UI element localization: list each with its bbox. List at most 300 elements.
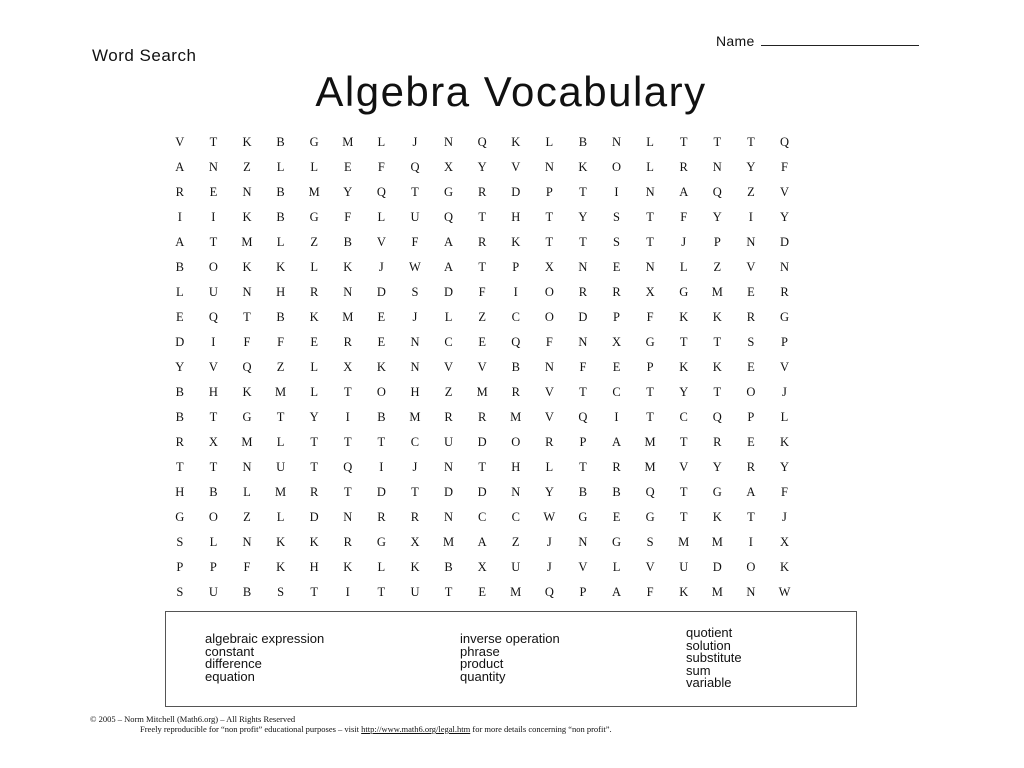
grid-letter: R [780, 285, 789, 299]
grid-letter: D [376, 485, 386, 499]
grid-letter: K [779, 435, 789, 449]
grid-letter: A [477, 535, 487, 549]
grid-letter: U [444, 435, 454, 449]
grid-letter: B [276, 185, 285, 199]
grid-letter: F [243, 560, 251, 574]
grid-letter: L [780, 410, 789, 424]
grid-letter: D [175, 335, 185, 349]
grid-letter: T [343, 485, 352, 499]
grid-letter: O [511, 435, 521, 449]
grid-letter: N [712, 160, 722, 174]
grid-letter: N [645, 185, 655, 199]
grid-letter: T [377, 435, 386, 449]
grid-letter: E [747, 285, 755, 299]
grid-letter: B [276, 310, 285, 324]
grid-letter: M [711, 585, 723, 599]
grid-letter: A [746, 485, 756, 499]
grid-letter: B [175, 260, 184, 274]
grid-letter: Q [444, 210, 454, 224]
grid-letter: E [343, 160, 352, 174]
grid-letter: K [679, 585, 689, 599]
grid-letter: O [746, 385, 756, 399]
grid-letter: E [377, 310, 386, 324]
grid-letter: B [175, 410, 184, 424]
grid-letter: T [209, 460, 218, 474]
grid-letter: V [746, 260, 756, 274]
grid-letter: B [209, 485, 218, 499]
grid-letter: W [543, 510, 556, 524]
grid-letter: M [711, 535, 723, 549]
grid-letter: Q [578, 410, 588, 424]
grid-letter: K [578, 160, 588, 174]
grid-letter: S [176, 535, 184, 549]
grid-letter: K [276, 535, 286, 549]
grid-letter: Z [310, 235, 318, 249]
grid-letter: T [545, 210, 554, 224]
grid-letter: M [510, 410, 522, 424]
grid-letter: Y [544, 485, 554, 499]
grid-letter: Y [712, 210, 722, 224]
grid-letter: M [342, 310, 354, 324]
grid-letter: G [645, 335, 655, 349]
grid-letter: G [779, 310, 789, 324]
grid-letter: P [613, 310, 620, 324]
grid-letter: N [444, 135, 454, 149]
grid-letter: N [242, 285, 252, 299]
grid-letter: L [545, 135, 554, 149]
grid-letter: R [612, 460, 621, 474]
grid-letter: O [376, 385, 386, 399]
grid-letter: T [679, 435, 688, 449]
grid-letter: L [612, 560, 621, 574]
grid-letter: T [478, 210, 486, 224]
grid-letter: M [644, 460, 656, 474]
grid-letter: T [209, 235, 218, 249]
grid-letter: L [276, 235, 285, 249]
grid-letter: J [782, 510, 787, 524]
grid-letter: S [747, 335, 755, 349]
grid-letter: H [309, 560, 319, 574]
grid-letter: H [208, 385, 218, 399]
grid-letter: G [175, 510, 185, 524]
grid-letter: I [748, 535, 753, 549]
grid-letter: N [444, 460, 454, 474]
grid-letter: B [276, 210, 285, 224]
grid-letter: F [344, 210, 352, 224]
grid-letter: L [175, 285, 184, 299]
grid-letter: T [444, 585, 453, 599]
grid-letter: X [779, 535, 789, 549]
grid-letter: S [613, 210, 620, 224]
grid-letter: P [747, 410, 755, 424]
grid-letter: N [578, 260, 588, 274]
grid-letter: F [377, 160, 385, 174]
grid-letter: P [176, 560, 184, 574]
grid-letter: M [510, 585, 522, 599]
grid-letter: A [175, 235, 185, 249]
legal-link[interactable]: http://www.math6.org/legal.htm [361, 724, 471, 734]
grid-letter: P [579, 585, 587, 599]
grid-letter: N [208, 160, 218, 174]
grid-letter: N [612, 135, 622, 149]
grid-letter: T [411, 185, 419, 199]
grid-letter: K [242, 135, 252, 149]
grid-letter: C [511, 310, 520, 324]
grid-letter: F [646, 310, 654, 324]
grid-letter: M [476, 385, 488, 399]
word-list-item: inverse operation [460, 631, 560, 646]
grid-letter: I [513, 285, 518, 299]
grid-letter: N [779, 260, 789, 274]
grid-letter: I [345, 410, 350, 424]
grid-letter: H [410, 385, 420, 399]
grid-letter: U [410, 210, 420, 224]
grid-letter: X [477, 560, 487, 574]
grid-letter: R [545, 435, 554, 449]
grid-letter: B [175, 385, 184, 399]
grid-letter: N [645, 260, 655, 274]
grid-letter: H [175, 485, 185, 499]
grid-letter: S [646, 535, 654, 549]
word-list-item: phrase [460, 643, 500, 659]
grid-letter: T [411, 485, 419, 499]
grid-letter: S [176, 585, 184, 599]
grid-letter: T [343, 435, 352, 449]
grid-letter: R [343, 535, 352, 549]
grid-letter: K [511, 235, 521, 249]
grid-letter: B [242, 585, 252, 599]
grid-letter: M [241, 235, 253, 249]
grid-letter: B [444, 560, 453, 574]
grid-letter: Y [679, 385, 689, 399]
grid-letter: E [209, 185, 218, 199]
grid-letter: T [243, 310, 251, 324]
word-list-item: difference [205, 656, 262, 672]
worksheet-subtitle: Word Search [92, 46, 197, 65]
grid-letter: M [409, 410, 421, 424]
grid-letter: L [444, 310, 453, 324]
grid-letter: Q [208, 310, 218, 324]
grid-letter: I [748, 210, 753, 224]
grid-letter: X [208, 435, 218, 449]
grid-letter: G [309, 210, 319, 224]
grid-letter: P [209, 560, 217, 574]
grid-letter: Q [712, 410, 722, 424]
grid-letter: K [679, 360, 689, 374]
grid-letter: T [747, 135, 755, 149]
grid-letter: Q [779, 135, 789, 149]
grid-letter: Z [444, 385, 453, 399]
grid-letter: F [545, 335, 553, 349]
grid-letter: Q [477, 135, 487, 149]
grid-letter: B [612, 485, 621, 499]
grid-letter: U [679, 560, 689, 574]
grid-letter: T [646, 235, 654, 249]
grid-letter: X [410, 535, 420, 549]
grid-letter: J [546, 535, 552, 549]
grid-letter: L [310, 260, 318, 274]
grid-letter: R [477, 185, 487, 199]
grid-letter: E [747, 435, 755, 449]
grid-letter: P [545, 185, 553, 199]
grid-letter: Y [343, 185, 353, 199]
grid-letter: M [308, 185, 320, 199]
grid-letter: G [444, 185, 454, 199]
grid-letter: A [444, 260, 454, 274]
grid-letter: L [377, 560, 386, 574]
grid-letter: C [612, 385, 621, 399]
grid-letter: G [679, 285, 689, 299]
grid-letter: V [679, 460, 689, 474]
grid-letter: V [208, 360, 218, 374]
grid-letter: E [377, 335, 386, 349]
grid-letter: V [544, 410, 554, 424]
word-list-item: sum [686, 662, 711, 678]
grid-letter: T [579, 185, 587, 199]
grid-letter: K [242, 210, 252, 224]
grid-letter: U [208, 285, 218, 299]
grid-letter: F [243, 335, 251, 349]
grid-letter: G [645, 510, 655, 524]
grid-letter: F [478, 285, 486, 299]
grid-letter: B [578, 485, 588, 499]
grid-letter: H [276, 285, 286, 299]
grid-letter: N [746, 235, 756, 249]
grid-letter: Z [243, 160, 251, 174]
grid-letter: G [242, 410, 252, 424]
grid-letter: J [412, 460, 418, 474]
grid-letter: N [444, 510, 454, 524]
grid-letter: O [746, 560, 756, 574]
grid-letter: K [712, 360, 722, 374]
grid-letter: U [276, 460, 286, 474]
grid-letter: R [477, 410, 487, 424]
grid-letter: F [277, 335, 285, 349]
grid-letter: V [779, 360, 789, 374]
grid-letter: D [712, 560, 722, 574]
word-list-item: algebraic expression [205, 631, 325, 646]
word-list-column-3 [686, 627, 742, 690]
grid-letter: E [612, 510, 621, 524]
grid-letter: E [747, 360, 755, 374]
grid-letter: C [410, 435, 420, 449]
grid-letter: T [747, 510, 755, 524]
grid-letter: L [646, 135, 654, 149]
grid-letter: Y [477, 160, 487, 174]
grid-letter: B [511, 360, 520, 374]
word-list-item: quantity [460, 668, 506, 684]
grid-letter: F [781, 160, 788, 174]
grid-letter: P [781, 335, 788, 349]
grid-letter: B [276, 135, 285, 149]
grid-letter: A [175, 160, 185, 174]
grid-letter: C [511, 510, 520, 524]
grid-letter: T [209, 410, 218, 424]
grid-letter: Q [712, 185, 722, 199]
grid-letter: R [175, 435, 184, 449]
word-list-column-1 [205, 633, 324, 683]
grid-letter: N [242, 185, 252, 199]
grid-letter: V [511, 160, 521, 174]
grid-letter: Z [747, 185, 755, 199]
grid-letter: M [678, 535, 690, 549]
grid-letter: T [579, 460, 587, 474]
grid-letter: Y [779, 460, 789, 474]
word-search-grid [163, 130, 801, 605]
grid-letter: R [444, 410, 453, 424]
grid-letter: R [746, 460, 756, 474]
grid-letter: S [411, 285, 419, 299]
word-list-item: solution [686, 637, 731, 653]
grid-letter: F [579, 360, 587, 374]
grid-letter: Y [712, 460, 722, 474]
grid-letter: T [545, 235, 554, 249]
grid-letter: T [713, 385, 722, 399]
grid-letter: K [242, 385, 252, 399]
grid-letter: G [376, 535, 386, 549]
grid-letter: K [712, 510, 722, 524]
grid-letter: E [310, 335, 318, 349]
grid-letter: Q [242, 360, 252, 374]
grid-letter: N [242, 535, 252, 549]
grid-letter: K [309, 535, 319, 549]
grid-letter: E [478, 335, 486, 349]
word-list-item: constant [205, 643, 255, 659]
grid-letter: T [713, 135, 722, 149]
grid-letter: M [241, 435, 253, 449]
grid-letter: B [377, 410, 386, 424]
grid-letter: J [412, 135, 418, 149]
grid-letter: Z [713, 260, 722, 274]
grid-letter: M [275, 485, 287, 499]
grid-letter: L [646, 160, 654, 174]
grid-letter: Z [243, 510, 251, 524]
grid-letter: I [379, 460, 384, 474]
grid-letter: J [412, 310, 418, 324]
grid-letter: D [444, 485, 454, 499]
grid-letter: I [211, 335, 216, 349]
grid-letter: A [612, 435, 622, 449]
grid-letter: I [177, 210, 182, 224]
grid-letter: R [377, 510, 386, 524]
grid-letter: D [578, 310, 588, 324]
grid-letter: T [679, 510, 688, 524]
grid-letter: X [612, 335, 622, 349]
grid-letter: R [713, 435, 722, 449]
word-list-column-2 [460, 633, 560, 683]
grid-letter: Q [410, 160, 420, 174]
grid-letter: P [512, 260, 520, 274]
grid-letter: K [376, 360, 386, 374]
grid-letter: R [746, 310, 756, 324]
usage-terms-text-end: for more details concerning “non profit”. [472, 724, 612, 734]
grid-letter: Q [511, 335, 521, 349]
grid-letter: D [309, 510, 319, 524]
grid-letter: C [679, 410, 688, 424]
grid-letter: O [544, 285, 554, 299]
grid-letter: K [511, 135, 521, 149]
word-list-item: equation [205, 668, 255, 684]
grid-letter: T [679, 335, 688, 349]
grid-letter: T [679, 135, 688, 149]
grid-letter: R [310, 485, 319, 499]
grid-letter: O [208, 510, 218, 524]
grid-letter: J [378, 260, 384, 274]
grid-letter: T [478, 460, 486, 474]
grid-letter: S [613, 235, 620, 249]
grid-letter: L [310, 160, 318, 174]
grid-letter: N [578, 535, 588, 549]
grid-letter: T [646, 210, 654, 224]
grid-letter: S [277, 585, 285, 599]
grid-letter: N [544, 360, 554, 374]
grid-letter: L [679, 260, 688, 274]
grid-letter: Z [478, 310, 486, 324]
grid-letter: J [782, 385, 787, 399]
name-field [716, 33, 919, 49]
grid-letter: O [612, 160, 622, 174]
grid-letter: R [410, 510, 420, 524]
grid-letter: A [444, 235, 454, 249]
grid-letter: D [477, 435, 487, 449]
grid-letter: K [242, 260, 252, 274]
grid-letter: M [644, 435, 656, 449]
grid-letter: G [309, 135, 319, 149]
grid-letter: A [679, 185, 689, 199]
grid-letter: N [343, 510, 353, 524]
grid-letter: X [444, 160, 454, 174]
grid-letter: D [477, 485, 487, 499]
word-list-item: product [460, 656, 504, 672]
grid-letter: T [679, 485, 688, 499]
grid-letter: N [242, 460, 252, 474]
grid-letter: X [544, 260, 554, 274]
usage-terms [140, 724, 612, 734]
grid-letter: R [477, 235, 487, 249]
grid-letter: C [444, 335, 453, 349]
grid-letter: P [713, 235, 721, 249]
grid-letter: M [442, 535, 455, 549]
grid-letter: R [343, 335, 352, 349]
grid-letter: L [545, 460, 554, 474]
grid-letter: E [612, 360, 621, 374]
copyright-notice: © 2005 – Norm Mitchell (Math6.org) – All Rights Reserved [90, 714, 296, 724]
grid-letter: L [377, 135, 386, 149]
grid-letter: X [343, 360, 353, 374]
grid-letter: K [276, 560, 286, 574]
grid-letter: M [342, 135, 354, 149]
name-blank-line [761, 33, 919, 46]
usage-terms-text: Freely reproducible for “non profit” educational purposes – visit [140, 724, 360, 734]
grid-letter: W [778, 585, 791, 599]
grid-letter: M [711, 285, 723, 299]
grid-letter: T [646, 410, 654, 424]
grid-letter: P [646, 360, 654, 374]
grid-letter: B [578, 135, 588, 149]
grid-letter: P [579, 435, 587, 449]
grid-letter: V [175, 135, 185, 149]
grid-letter: Y [175, 360, 185, 374]
grid-letter: V [444, 360, 454, 374]
grid-letter: T [579, 235, 587, 249]
grid-letter: D [511, 185, 521, 199]
grid-letter: Q [645, 485, 655, 499]
grid-letter: K [679, 310, 689, 324]
grid-letter: L [377, 210, 386, 224]
grid-letter: G [712, 485, 722, 499]
grid-letter: N [578, 335, 588, 349]
grid-letter: K [712, 310, 722, 324]
